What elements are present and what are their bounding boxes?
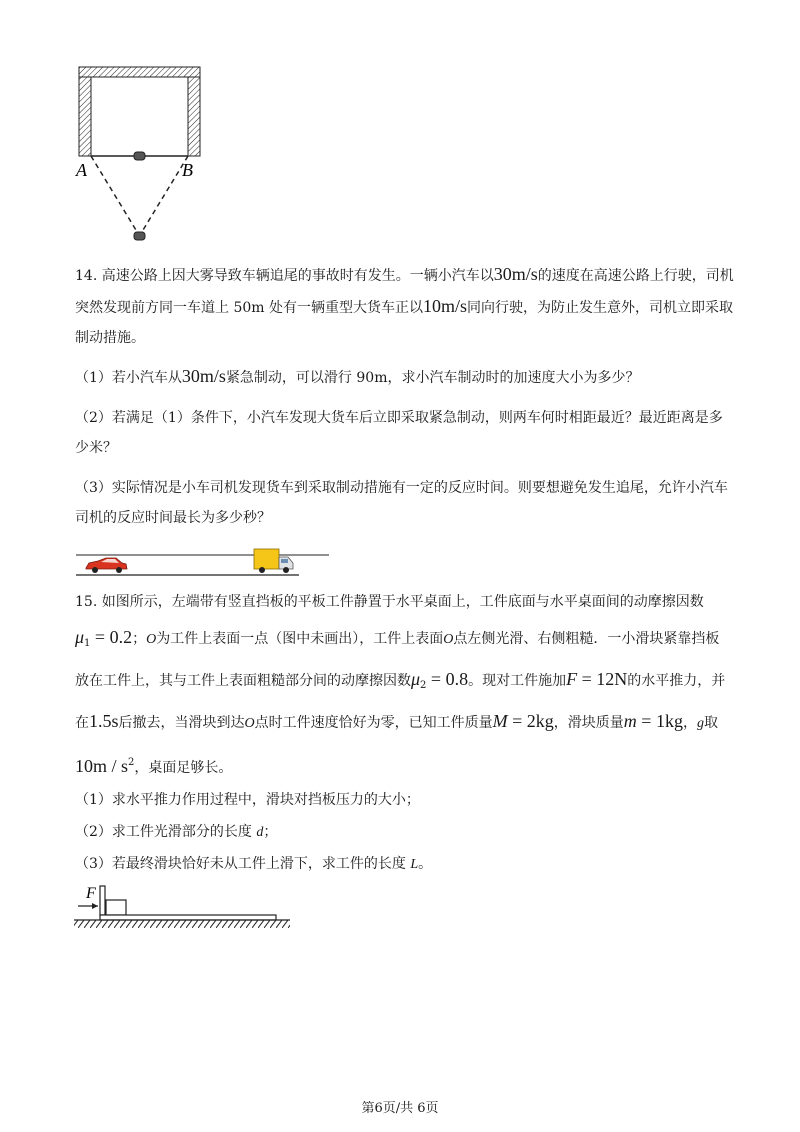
q14-part-2-line-1: （2）若满足（1）条件下，小汽车发现大货车后立即采取紧急制动，则两车何时相距最近？最近距离是多 bbox=[75, 410, 723, 426]
q15-line-5: $10m / s^2$，桌面足够长。 bbox=[75, 756, 233, 776]
q14-line-2: 突然发现前方同一车道上 50m 处有一辆重型大货车正以10m/s同向行驶，为防止发生意外，司机立即采取 bbox=[75, 296, 734, 316]
q15-part-3: （3）若最终滑块恰好未从工件上滑下，求工件的长度 L。 bbox=[75, 856, 433, 872]
q14-line-3: 制动措施。 bbox=[75, 330, 145, 346]
board-slider-figure bbox=[72, 880, 297, 930]
q15-line-1: 15. 如图所示，左端带有竖直挡板的平板工件静置于水平桌面上，工件底面与水平桌面间的动摩擦因数 bbox=[75, 594, 704, 610]
car-truck-figure bbox=[74, 545, 334, 580]
q15-part-2: （2）求工件光滑部分的长度 d； bbox=[75, 824, 278, 840]
truck-icon bbox=[254, 549, 293, 573]
q14-line-1: 14. 高速公路上因大雾导致车辆追尾的事故时有发生。一辆小汽车以30m/s的速度在高速公路上行驶，司机 bbox=[75, 264, 734, 284]
q15-line-4: 在1.5s后撤去，当滑块到达O点时工件速度恰好为零，已知工件质量M = 2kg，滑块质量m = 1kg，g取 bbox=[75, 711, 718, 731]
force-label: F bbox=[86, 885, 96, 902]
label-a: A bbox=[76, 160, 87, 180]
car-icon bbox=[86, 558, 127, 573]
q14-part-1: （1）若小汽车从30m/s紧急制动，可以滑行 90m，求小汽车制动时的加速度大小为多少？ bbox=[75, 366, 640, 386]
q15-line-2: $\mu_1 = 0.2$；O为工件上表面一点（图中未画出），工件上表面O点左侧光滑、右侧粗糙．一小滑块紧靠挡板 bbox=[75, 627, 720, 649]
label-b: B bbox=[182, 160, 193, 180]
q15-line-3: 放在工件上，其与工件上表面粗糙部分间的动摩擦因数$\mu_2 = 0.8$。现对工件施加F = 12N的水平推力，并 bbox=[75, 669, 726, 691]
q14-part-3-line-1: （3）实际情况是小车司机发现货车到采取制动措施有一定的反应时间。则要想避免发生追尾，允许小汽车 bbox=[75, 480, 728, 496]
q14-part-3-line-2: 司机的反应时间最长为多少秒？ bbox=[75, 510, 271, 526]
page-footer: 第6页/共 6页 bbox=[361, 1101, 439, 1116]
q14-part-2-line-2: 少米？ bbox=[75, 440, 117, 456]
door-frame-figure bbox=[70, 60, 210, 250]
q15-part-1: （1）求水平推力作用过程中，滑块对挡板压力的大小； bbox=[75, 792, 420, 808]
